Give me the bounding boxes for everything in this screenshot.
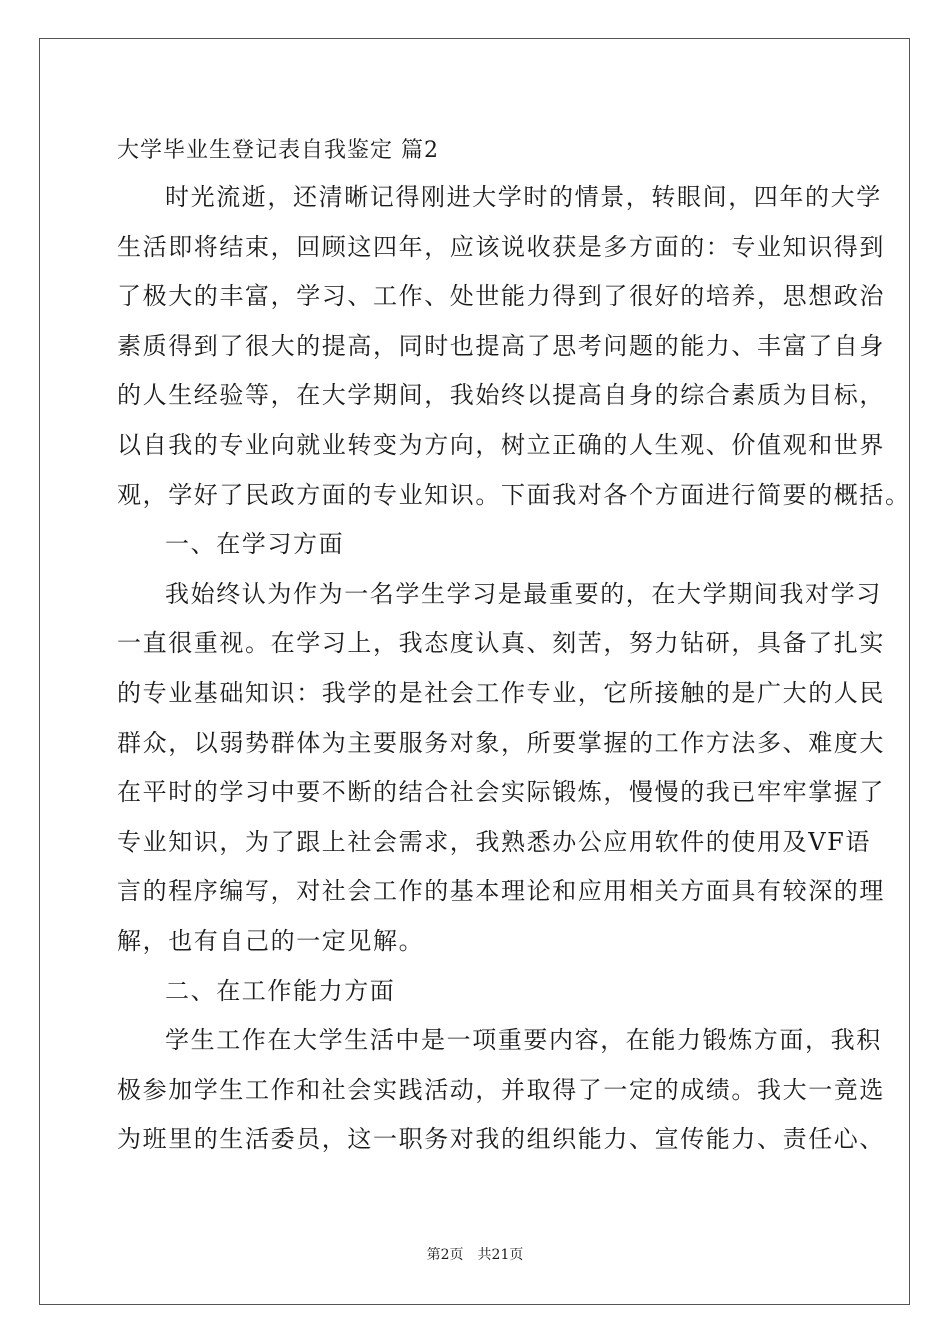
page-footer xyxy=(0,1246,950,1264)
text-line: 一直很重视。在学习上，我态度认真、刻苦，努力钻研，具备了扎实 xyxy=(117,629,885,658)
text-line: 二、在工作能力方面 xyxy=(165,976,396,1005)
document-title: 大学毕业生登记表自我鉴定 篇2 xyxy=(117,138,439,163)
page-number: 第2页 xyxy=(426,1247,464,1263)
text-line: 素质得到了很大的提高，同时也提高了思考问题的能力、丰富了自身 xyxy=(117,331,885,360)
text-line: 解，也有自己的一定见解。 xyxy=(117,926,425,955)
text-line: 了极大的丰富，学习、工作、处世能力得到了很好的培养，思想政治 xyxy=(117,282,885,311)
text-line: 言的程序编写，对社会工作的基本理论和应用相关方面具有较深的理 xyxy=(117,877,885,906)
text-line: 学生工作在大学生活中是一项重要内容，在能力锻炼方面，我积 xyxy=(165,1026,882,1055)
document-body xyxy=(117,128,911,1165)
text-line: 的人生经验等，在大学期间，我始终以提高自身的综合素质为目标， xyxy=(117,381,885,410)
text-line: 极参加学生工作和社会实践活动，并取得了一定的成绩。我大一竟选 xyxy=(117,1075,885,1104)
text-line: 时光流逝，还清晰记得刚进大学时的情景，转眼间，四年的大学 xyxy=(165,183,882,211)
document-text xyxy=(117,173,911,1165)
text-line: 生活即将结束，回顾这四年，应该说收获是多方面的：专业知识得到 xyxy=(117,232,885,261)
page-total: 共21页 xyxy=(477,1247,524,1263)
text-line: 一、在学习方面 xyxy=(165,530,345,559)
text-line: 专业知识，为了跟上社会需求，我熟悉办公应用软件的使用及VF语 xyxy=(117,827,871,856)
text-line: 以自我的专业向就业转变为方向，树立正确的人生观、价值观和世界 xyxy=(117,430,885,459)
text-line: 的专业基础知识：我学的是社会工作专业，它所接触的是广大的人民 xyxy=(117,678,885,707)
text-line: 群众，以弱势群体为主要服务对象，所要掌握的工作方法多、难度大 xyxy=(117,728,885,757)
text-line: 我始终认为作为一名学生学习是最重要的，在大学期间我对学习 xyxy=(165,579,882,608)
text-line: 在平时的学习中要不断的结合社会实际锻炼，慢慢的我已牢牢掌握了 xyxy=(117,778,885,807)
text-line: 观，学好了民政方面的专业知识。下面我对各个方面进行简要的概括。 xyxy=(117,480,911,509)
text-line: 为班里的生活委员，这一职务对我的组织能力、宣传能力、责任心、 xyxy=(117,1125,885,1154)
